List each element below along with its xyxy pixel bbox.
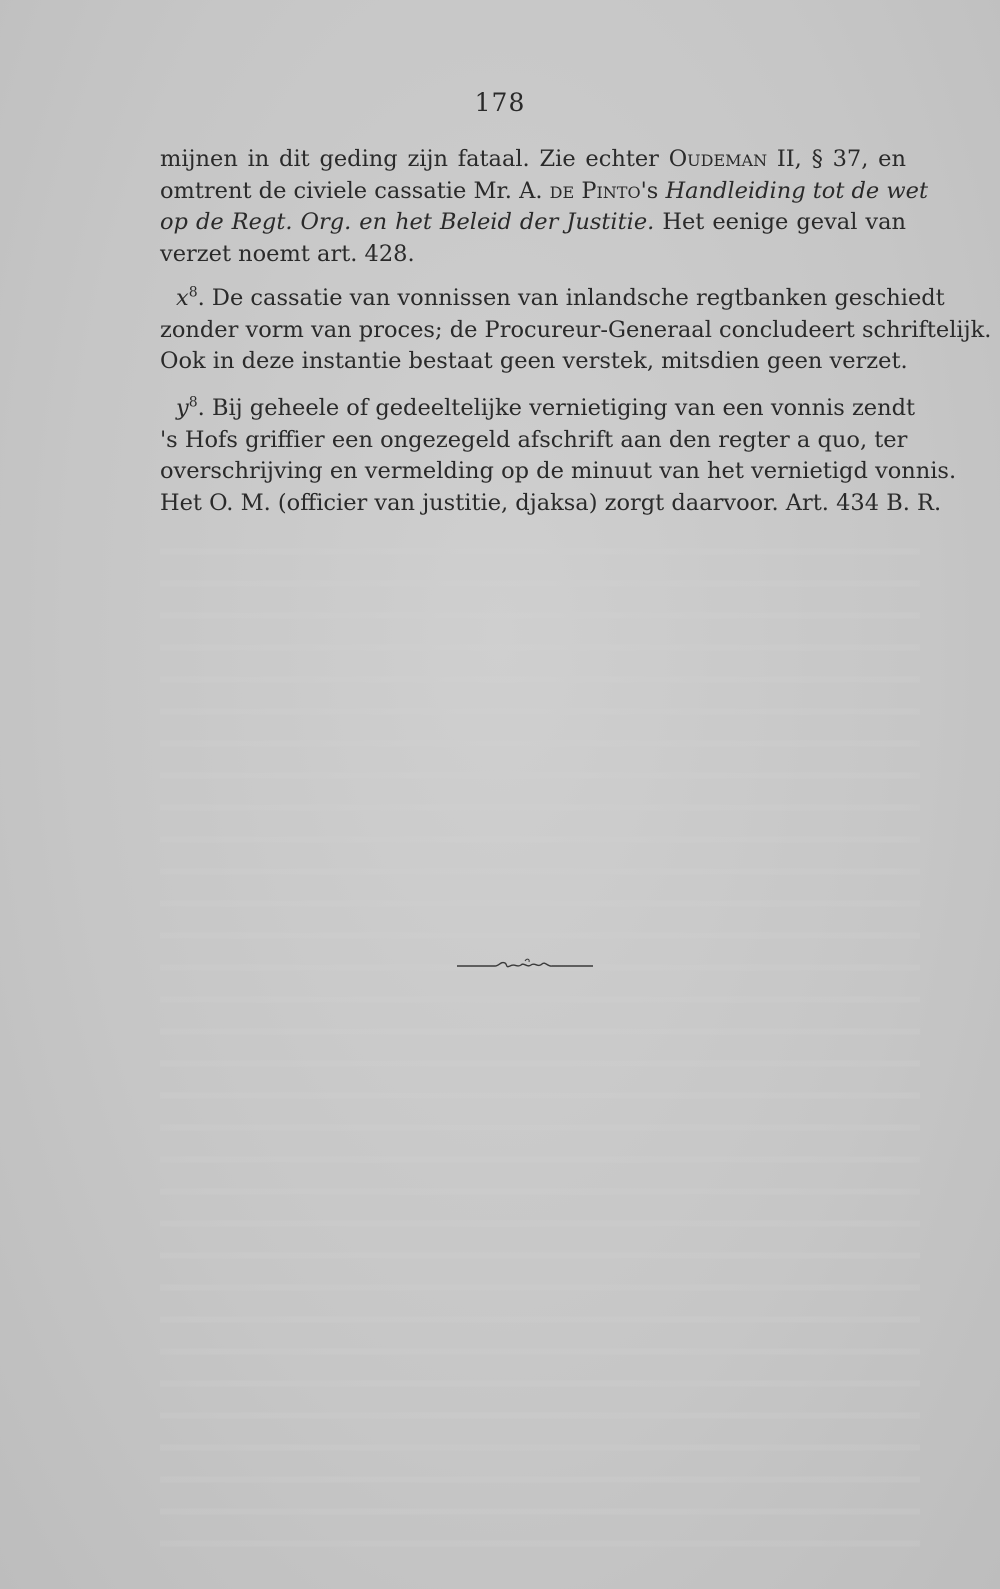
note-marker-y: y — [176, 395, 189, 421]
end-ornament-icon — [455, 957, 595, 971]
paragraph-2-line-2: zonder vorm van proces; de Procureur-Generaal concludeert schriftelijk. — [160, 316, 992, 343]
paragraph-3-line-3: overschrijving en vermelding op de minuut van het vernietigd vonnis. — [160, 458, 957, 484]
note-marker-x-sup: 8 — [188, 284, 198, 301]
note-marker-x: x — [176, 285, 189, 311]
paragraph-2-line-1: $x^8$. De cassatie van vonnissen van inlandsche regtbanken geschiedt — [176, 284, 945, 311]
bleed-through-texture — [160, 530, 920, 1560]
book-title-part-1: Handleiding tot de wet — [665, 177, 929, 204]
note-marker-y-sup: 8 — [188, 394, 198, 411]
page-number: 178 — [474, 88, 526, 117]
paragraph-1-line-4: verzet noemt art. 428. — [160, 240, 415, 267]
paragraph-1-line-2: omtrent de civiele cassatie Mr. A. de Pinto's Handleiding tot de wet — [160, 177, 929, 204]
paragraph-2 — [160, 283, 992, 378]
paragraph-1 — [160, 144, 929, 270]
paragraph-3-line-2: 's Hofs griffier een ongezegeld afschrift aan den regter a quo, ter — [160, 426, 908, 453]
author-name-oudeman: Oudeman — [668, 146, 768, 172]
paragraph-3-line-4: Het O. M. (officier van justitie, djaksa) zorgt daarvoor. Art. 434 B. R. — [160, 489, 942, 516]
author-name-pinto: de Pinto — [549, 177, 641, 204]
paragraph-1-line-3: op de Regt. Org. en het Beleid der Justitie. Het eenige geval van — [160, 209, 906, 235]
paragraph-3-line-1: $y^8$. Bij geheele of gedeeltelijke vernietiging van een vonnis zendt — [176, 394, 916, 421]
book-title-part-2: op de Regt. Org. en het Beleid der Justitie. — [160, 209, 655, 235]
paragraph-3 — [160, 393, 957, 519]
paragraph-1-line-1: mijnen in dit geding zijn fataal. Zie echter Oudeman II, § 37, en — [160, 146, 906, 172]
paragraph-2-line-3: Ook in deze instantie bestaat geen verstek, mitsdien geen verzet. — [160, 348, 908, 374]
